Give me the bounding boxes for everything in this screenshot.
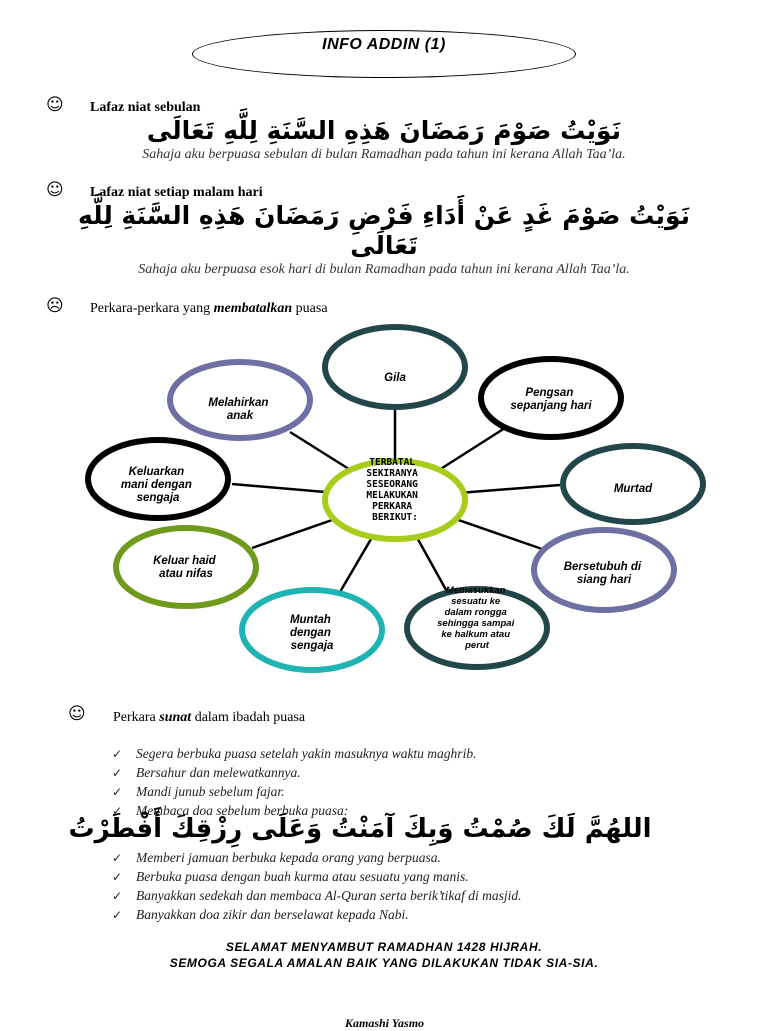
node-pengsan bbox=[481, 359, 621, 437]
section2-label: Lafaz niat setiap malam hari bbox=[90, 185, 263, 200]
checkmark-icon: ✓ bbox=[112, 766, 123, 780]
list-item: ✓ Bersahur dan melewatkannya. bbox=[112, 763, 476, 782]
list-item: ✓ Segera berbuka puasa setelah yakin masuknya waktu maghrib. bbox=[112, 744, 476, 763]
node-murtad-label: Murtad bbox=[613, 483, 653, 495]
node-bersetubuh-label: Bersetubuh di siang hari bbox=[563, 561, 642, 586]
node-keluar-haid bbox=[116, 528, 256, 606]
node-gila bbox=[325, 327, 465, 407]
node-gila-label: Gila bbox=[384, 372, 406, 384]
sunat-list-a bbox=[112, 744, 476, 820]
section4-label: Perkara sunat dalam ibadah puasa bbox=[113, 710, 306, 725]
section1-arabic: نَوَيْتُ صَوْمَ رَمَضَانَ هَذِهِ السَّنَةِ لِلَّهِ تَعَالَى bbox=[146, 116, 622, 145]
node-murtad bbox=[563, 446, 703, 522]
node-melahirkan bbox=[170, 362, 310, 438]
sunat-list-b bbox=[112, 848, 522, 924]
list-item: ✓ Memberi jamuan berbuka kepada orang yang berpuasa. bbox=[112, 848, 522, 867]
node-keluar-haid-label: Keluar haid atau nifas bbox=[153, 555, 216, 580]
list-item: ✓ Banyakkan doa zikir dan berselawat kepada Nabi. bbox=[112, 905, 522, 924]
center-label: TERBATAL SEKIRANYA SESEORANG MELAKUKAN PERKARA BERIKUT: bbox=[366, 457, 418, 523]
closing-line-2: SEMOGA SEGALA AMALAN BAIK YANG DILAKUKAN TIDAK SIA-SIA. bbox=[169, 956, 599, 970]
checkmark-icon: ✓ bbox=[112, 870, 123, 884]
node-bersetubuh bbox=[534, 530, 674, 610]
node-keluarkan-mani bbox=[88, 440, 228, 518]
checkmark-icon: ✓ bbox=[112, 747, 123, 761]
doa-arabic: اللهُمَّ لَكَ صُمْتُ وَبِكَ آمَنْتُ وَعَلَى رِزْقِكَ أَفْطَرْتُ bbox=[68, 814, 652, 844]
checkmark-icon: ✓ bbox=[112, 785, 123, 799]
checkmark-icon: ✓ bbox=[112, 908, 123, 922]
author-signature: Kamashi Yasmo bbox=[345, 1016, 425, 1030]
page-title: INFO ADDIN (1) bbox=[322, 36, 446, 53]
node-muntah bbox=[242, 590, 382, 670]
smiley-icon: ☺ bbox=[68, 704, 86, 724]
node-melahirkan-label: Melahirkan anak bbox=[208, 397, 269, 422]
section2-arabic-line2: تَعَالَى bbox=[350, 231, 418, 260]
node-center bbox=[325, 457, 465, 539]
section3-label: Perkara-perkara yang membatalkan puasa bbox=[90, 301, 328, 316]
section2-translation: Sahaja aku berpuasa esok hari di bulan Ramadhan pada tahun ini kerana Allah Taa’la. bbox=[138, 262, 630, 277]
smiley-icon: ☺ bbox=[46, 95, 64, 115]
smiley-icon: ☺ bbox=[46, 180, 64, 200]
checkmark-icon: ✓ bbox=[112, 889, 123, 903]
list-item: ✓ Banyakkan sedekah dan membaca Al-Quran serta berik’tikaf di masjid. bbox=[112, 886, 522, 905]
node-keluarkan-mani-label: Keluarkan mani dengan sengaja bbox=[120, 466, 192, 504]
section1-label: Lafaz niat sebulan bbox=[90, 100, 201, 115]
list-item: ✓ Membaca doa sebelum berbuka puasa: bbox=[112, 801, 476, 820]
node-memasukkan bbox=[407, 585, 547, 667]
membatalkan-diagram bbox=[0, 320, 768, 690]
node-muntah-label: Muntah dengan sengaja bbox=[289, 614, 334, 652]
section1-translation: Sahaja aku berpuasa sebulan di bulan Ramadhan pada tahun ini kerana Allah Taa’la. bbox=[142, 147, 626, 162]
list-item: ✓ Berbuka puasa dengan buah kurma atau sesuatu yang manis. bbox=[112, 867, 522, 886]
section2-arabic-line1: نَوَيْتُ صَوْمَ غَدٍ عَنْ أَدَاءِ فَرْضِ رَمَضَانَ هَذِهِ السَّنَةِ لِلَّهِ bbox=[77, 201, 691, 230]
node-pengsan-label: Pengsan sepanjang hari bbox=[510, 387, 592, 412]
closing-line-1: SELAMAT MENYAMBUT RAMADHAN 1428 HIJRAH. bbox=[225, 940, 543, 954]
checkmark-icon: ✓ bbox=[112, 851, 123, 865]
list-item: ✓ Mandi junub sebelum fajar. bbox=[112, 782, 476, 801]
checkmark-icon: ✓ bbox=[112, 804, 123, 818]
node-memasukkan-label: Memasukkan sesuatu ke dalam rongga sehingga sampai ke halkum atau perut bbox=[437, 585, 515, 651]
frown-icon: ☹ bbox=[46, 296, 64, 316]
